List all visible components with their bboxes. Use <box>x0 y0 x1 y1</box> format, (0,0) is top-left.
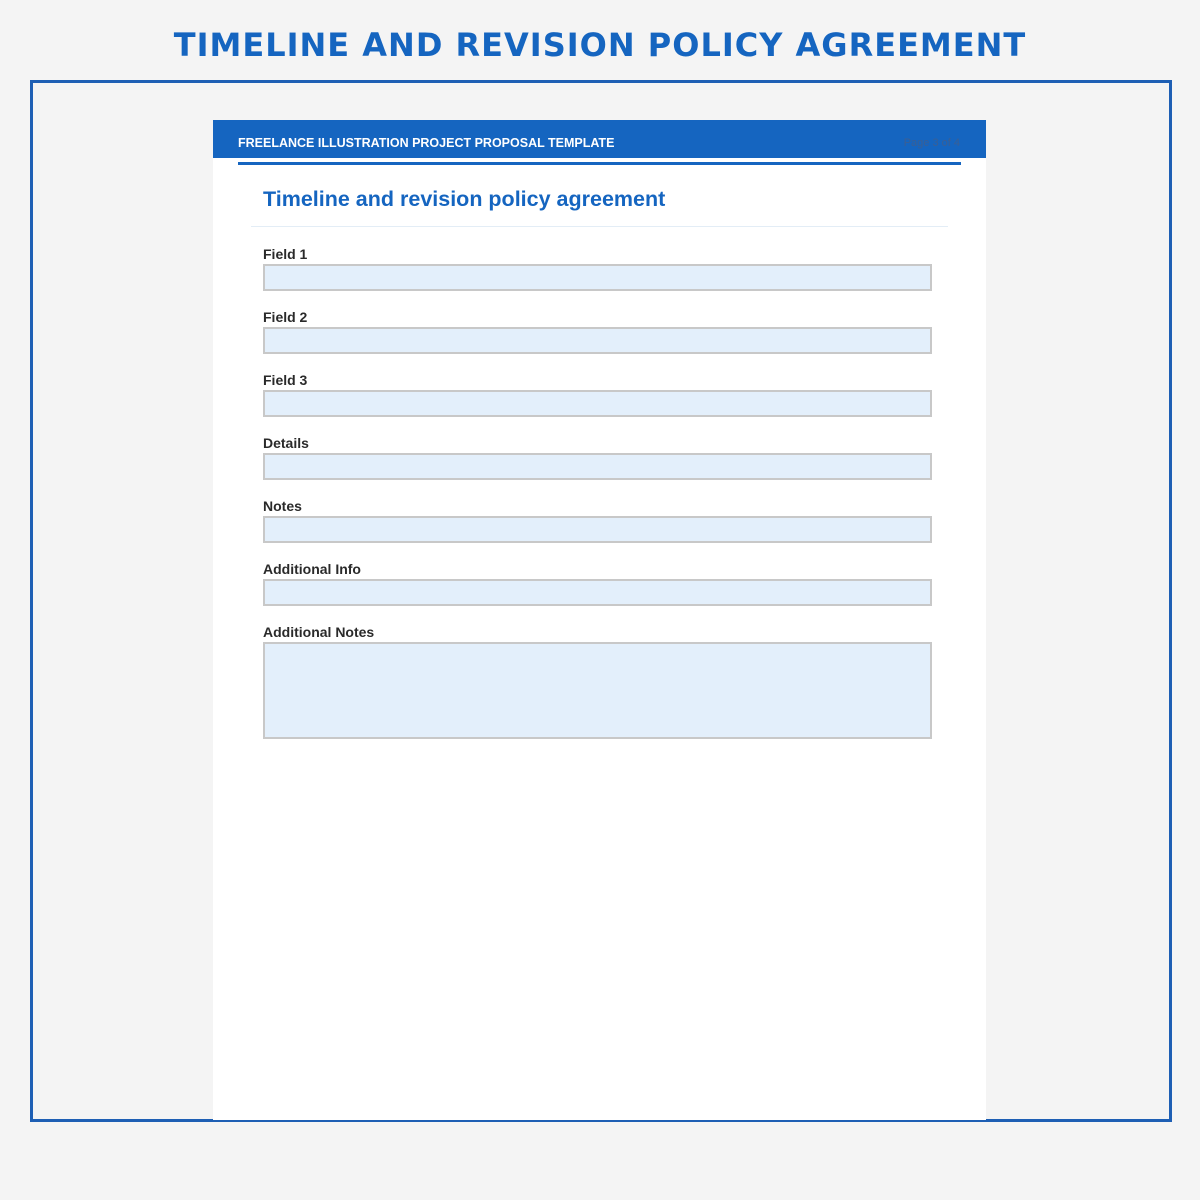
header-title: FREELANCE ILLUSTRATION PROJECT PROPOSAL TEMPLATE <box>238 136 615 150</box>
field-2-input[interactable] <box>263 327 932 354</box>
field-3-label: Field 3 <box>263 372 308 388</box>
section-title: Timeline and revision policy agreement <box>263 187 666 211</box>
title-divider <box>251 226 948 227</box>
additional-notes-label: Additional Notes <box>263 624 375 640</box>
page-header <box>213 120 986 158</box>
header-rule <box>238 162 961 165</box>
page-number: Page 3 of 4 <box>903 137 960 149</box>
details-label: Details <box>263 435 309 451</box>
additional-info-label: Additional Info <box>263 561 361 577</box>
field-3-input[interactable] <box>263 390 932 417</box>
field-1-label: Field 1 <box>263 246 308 262</box>
document-page <box>213 120 986 1120</box>
field-1-input[interactable] <box>263 264 932 291</box>
notes-input[interactable] <box>263 516 932 543</box>
notes-label: Notes <box>263 498 302 514</box>
additional-notes-textarea[interactable] <box>263 642 932 739</box>
details-input[interactable] <box>263 453 932 480</box>
banner-title: TIMELINE AND REVISION POLICY AGREEMENT <box>173 26 1027 64</box>
additional-info-input[interactable] <box>263 579 932 606</box>
field-2-label: Field 2 <box>263 309 308 325</box>
